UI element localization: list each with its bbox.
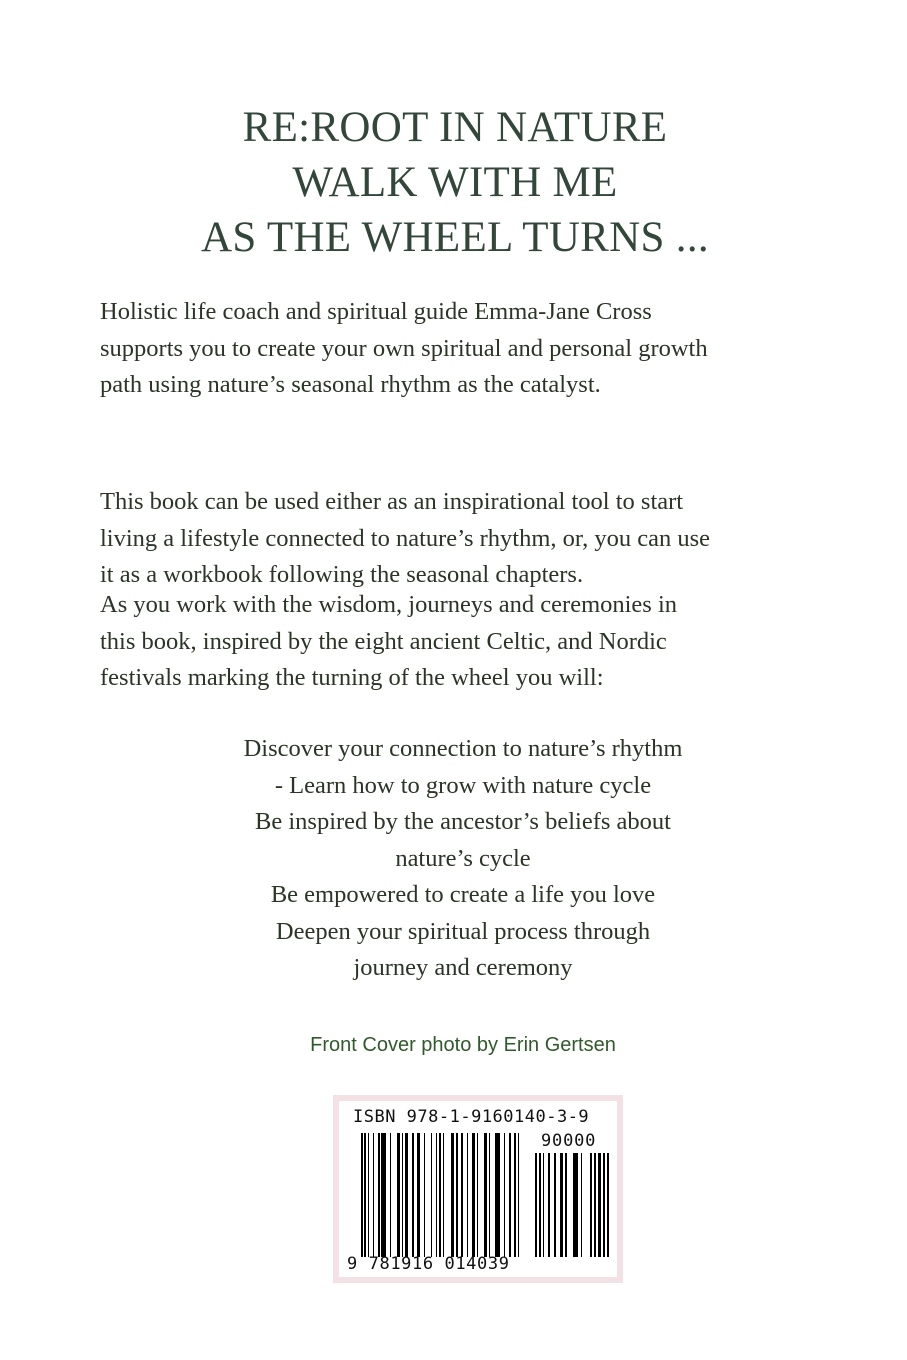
paragraph-line: This book can be used either as an inspirational tool to start bbox=[100, 488, 684, 515]
barcode-bar bbox=[412, 1133, 414, 1257]
barcode-bar bbox=[590, 1153, 592, 1257]
barcode-bar bbox=[543, 1153, 545, 1257]
price-addon-text: 90000 bbox=[541, 1131, 597, 1151]
barcode-bar bbox=[535, 1153, 537, 1257]
barcode-bar bbox=[417, 1133, 420, 1257]
barcode-bar bbox=[461, 1133, 463, 1257]
usage-paragraph bbox=[100, 484, 826, 594]
paragraph-line: path using nature’s seasonal rhythm as the catalyst. bbox=[100, 371, 601, 398]
barcode-bar bbox=[539, 1153, 541, 1257]
barcode-bar bbox=[402, 1133, 404, 1257]
cover-heading bbox=[60, 100, 850, 265]
list-item: Discover your connection to nature’s rhythm bbox=[243, 735, 683, 762]
paragraph-line: festivals marking the turning of the wheel you will: bbox=[100, 664, 604, 691]
paragraph-line: living a lifestyle connected to nature’s rhythm, or, you can use bbox=[100, 524, 710, 552]
paragraph-line: it as a workbook following the seasonal chapters. bbox=[100, 561, 584, 588]
photo-credit: Front Cover photo by Erin Gertsen bbox=[310, 1034, 616, 1056]
barcode-bar bbox=[472, 1133, 475, 1257]
intro-paragraph bbox=[100, 294, 826, 404]
barcode-bar bbox=[594, 1153, 596, 1257]
paragraph-line: this book, inspired by the eight ancient Celtic, and Nordic bbox=[100, 627, 667, 655]
barcode-bar bbox=[489, 1133, 491, 1257]
barcode-bar bbox=[439, 1133, 441, 1257]
barcode-bar bbox=[467, 1133, 469, 1257]
heading-line-2: WALK WITH ME bbox=[292, 159, 618, 206]
list-item: journey and ceremony bbox=[353, 954, 573, 981]
barcode-bar bbox=[514, 1133, 516, 1257]
list-item: Deepen your spiritual process through bbox=[275, 917, 651, 945]
barcode-label bbox=[339, 1101, 617, 1277]
list-item: nature’s cycle bbox=[395, 844, 531, 872]
barcode-box bbox=[333, 1095, 623, 1283]
barcode-bar bbox=[364, 1133, 366, 1257]
barcode-bar bbox=[504, 1133, 506, 1257]
barcode-bar bbox=[443, 1133, 445, 1257]
barcode-bar bbox=[607, 1153, 609, 1257]
barcode-bar bbox=[456, 1133, 458, 1257]
barcode-bar bbox=[581, 1153, 583, 1257]
barcode-bar bbox=[451, 1133, 454, 1257]
barcode-bar bbox=[518, 1133, 520, 1257]
barcode-bar bbox=[405, 1133, 408, 1257]
barcode-bar bbox=[509, 1133, 511, 1257]
paragraph-line: supports you to create your own spiritual and personal growth bbox=[100, 334, 708, 362]
list-item: - Learn how to grow with nature cycle bbox=[274, 771, 652, 799]
barcode-bar bbox=[424, 1133, 426, 1257]
heading-line-3: AS THE WHEEL TURNS ... bbox=[201, 214, 709, 261]
barcode-bar bbox=[598, 1153, 601, 1257]
ean-barcode-bars bbox=[361, 1133, 521, 1257]
barcode-bar bbox=[431, 1133, 433, 1257]
barcode-bar bbox=[560, 1153, 563, 1257]
barcode-bar bbox=[565, 1153, 567, 1257]
barcode-bar bbox=[368, 1133, 370, 1257]
barcode-bar bbox=[484, 1133, 487, 1257]
list-item: Be inspired by the ancestor’s beliefs about bbox=[255, 808, 671, 835]
barcode-bar bbox=[436, 1133, 438, 1257]
list-item: Be empowered to create a life you love bbox=[270, 881, 656, 908]
barcode-bar bbox=[378, 1133, 380, 1257]
barcode-bar bbox=[548, 1153, 550, 1257]
paragraph-line: Holistic life coach and spiritual guide Emma-Jane Cross bbox=[100, 298, 652, 325]
isbn-text: ISBN 978-1-9160140-3-9 bbox=[353, 1107, 590, 1127]
barcode-bar bbox=[573, 1153, 578, 1257]
festivals-paragraph bbox=[100, 587, 826, 697]
barcode-bar bbox=[361, 1133, 363, 1257]
benefits-list bbox=[100, 731, 826, 987]
barcode-bar bbox=[397, 1133, 400, 1257]
addon-barcode-bars bbox=[535, 1153, 611, 1257]
heading-line-1: RE:ROOT IN NATURE bbox=[242, 104, 668, 151]
barcode-bar bbox=[495, 1133, 500, 1257]
ean-digits: 9 781916 014039 bbox=[347, 1254, 510, 1274]
barcode-bar bbox=[603, 1153, 605, 1257]
barcode-bar bbox=[381, 1133, 386, 1257]
paragraph-line: As you work with the wisdom, journeys and ceremonies in bbox=[100, 591, 678, 618]
barcode-bar bbox=[477, 1133, 479, 1257]
barcode-bar bbox=[390, 1133, 392, 1257]
barcode-bar bbox=[373, 1133, 375, 1257]
barcode-bar bbox=[554, 1153, 556, 1257]
